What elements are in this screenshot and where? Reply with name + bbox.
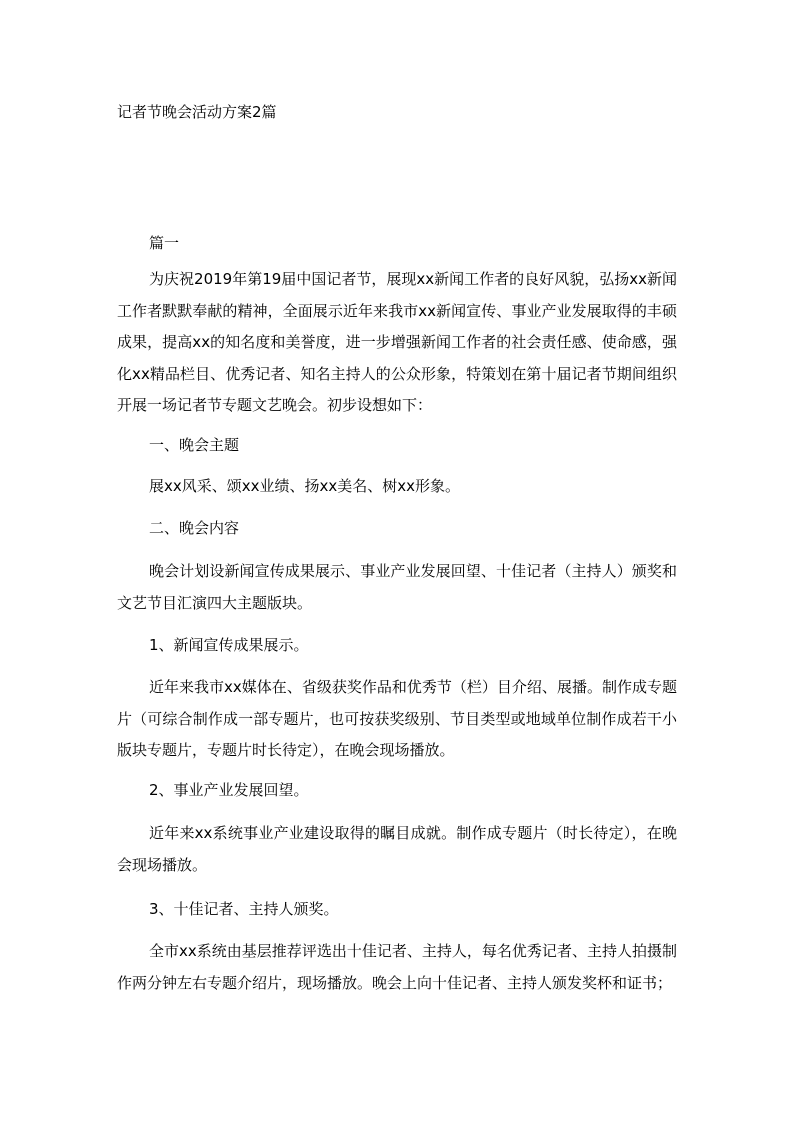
industry-review-paragraph: 近年来xx系统事业产业建设取得的瞩目成就。制作成专题片（时长待定），在晚会现场播放。 [117,824,677,874]
document-title: 记者节晚会活动方案2篇 [117,103,277,121]
heading-awards: 3、十佳记者、主持人颁奖。 [149,900,339,918]
news-showcase-paragraph: 近年来我市xx媒体在、省级获奖作品和优秀节（栏）目介绍、展播。制作成专题片（可综合制作成一部专题片，也可按获奖级别、节目类型或地域单位制作成若干小版块专题片，专题片时长待定），在晚会现场播放。 [117,678,677,759]
content-paragraph: 晚会计划设新闻宣传成果展示、事业产业发展回望、十佳记者（主持人）颁奖和文艺节目汇演四大主题版块。 [117,562,677,612]
intro-paragraph: 为庆祝2019年第19届中国记者节，展现xx新闻工作者的良好风貌，弘扬xx新闻工作者默默奉献的精神，全面展示近年来我市xx新闻宣传、事业产业发展取得的丰硕成果，提高xx的知名度和美誉度，进一步增强新闻工作者的社会责任感、使命感，强化xx精品栏目、优秀记者、知名主持人的公众形象，特策划在第十届记者节期间组织开展一场记者节专题文艺晚会。初步设想如下： [117,270,677,414]
section-heading-part-one: 篇一 [149,234,180,252]
heading-industry-review: 2、事业产业发展回望。 [149,781,309,799]
heading-content: 二、晚会内容 [149,519,240,537]
awards-paragraph: 全市xx系统由基层推荐评选出十佳记者、主持人，每名优秀记者、主持人拍摄制作两分钟左右专题介绍片，现场播放。晚会上向十佳记者、主持人颁发奖杯和证书； [117,942,677,992]
heading-theme: 一、晚会主题 [149,436,240,454]
theme-paragraph: 展xx风采、颂xx业绩、扬xx美名、树xx形象。 [149,477,461,495]
heading-news-showcase: 1、新闻宣传成果展示。 [149,636,309,654]
